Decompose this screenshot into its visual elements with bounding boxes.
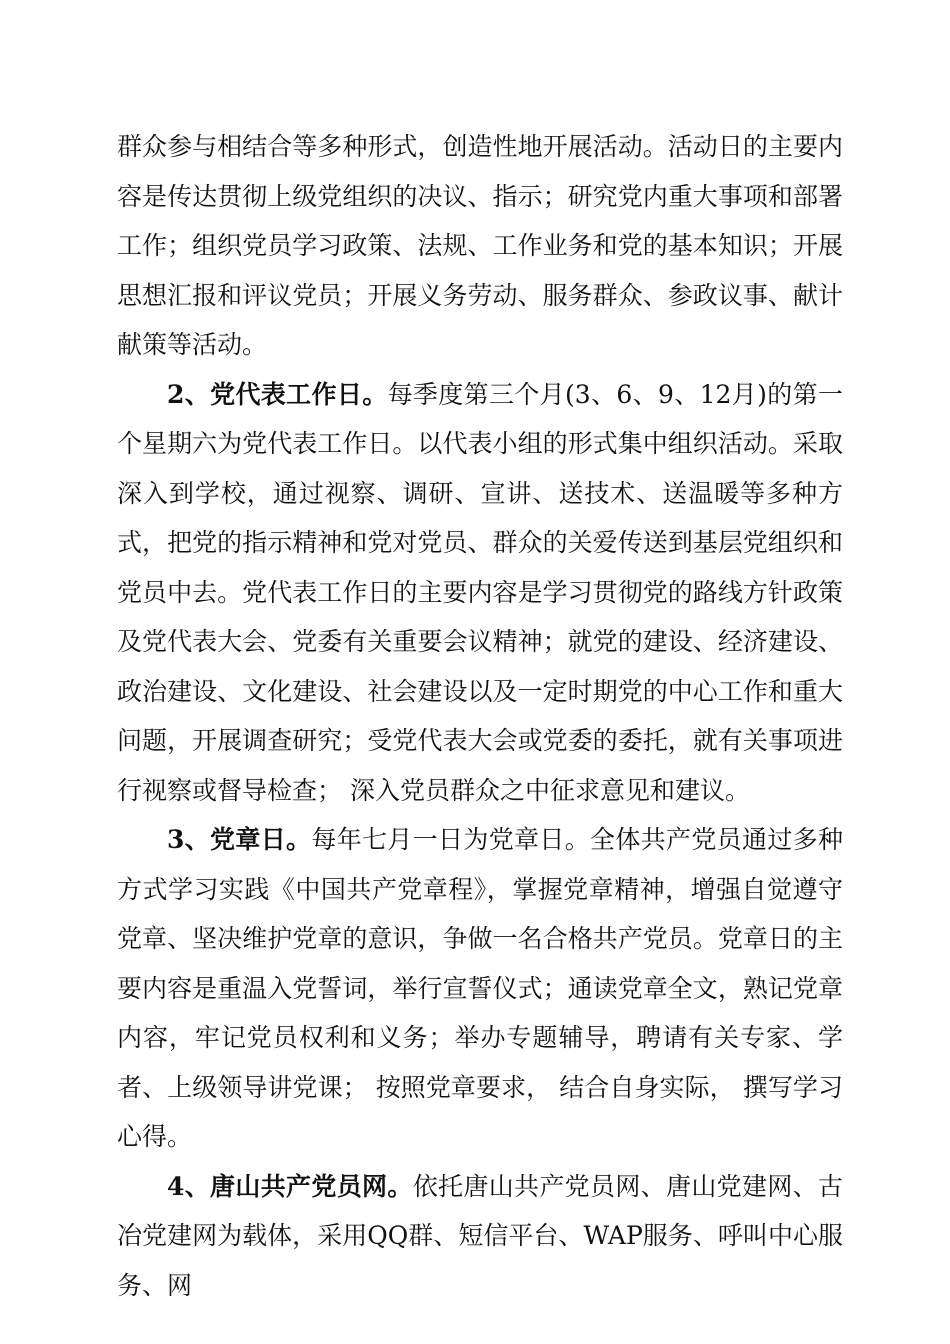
- document-body: [117, 122, 843, 1310]
- paragraph-text: 每年七月一日为党章日。全体共产党员通过多种方式学习实践《中国共产党章程》，掌握党章精神，增强自觉遵守党章、坚决维护党章的意识，争做一名合格共产党员。党章日的主要内容是重温入党誓词，举行宣誓仪式；通读党章全文，熟记党章内容，牢记党员权利和义务；举办专题辅导，聘请有关专家、学者、上级领导讲党课； 按照党章要求， 结合自身实际， 撰写学习心得。: [117, 825, 843, 1151]
- paragraph-text: 群众参与相结合等多种形式，创造性地开展活动。活动日的主要内容是传达贯彻上级党组织的决议、指示；研究党内重大事项和部署工作；组织党员学习政策、法规、工作业务和党的基本知识；开展思想汇报和评议党员；开展义务劳动、服务群众、参政议事、献计献策等活动。: [117, 132, 843, 359]
- paragraph-heading: 3、党章日。: [167, 825, 312, 854]
- paragraph-continuation: [117, 122, 843, 370]
- paragraph-text: 每季度第三个月(3、6、9、12月)的第一个星期六为党代表工作日。以代表小组的形式集中组织活动。采取深入到学校，通过视察、调研、宣讲、送技术、送温暖等多种方式，把党的指示精神和党对党员、群众的关爱传送到基层党组织和党员中去。党代表工作日的主要内容是学习贯彻党的路线方针政策及党代表大会、党委有关重要会议精神；就党的建设、经济建设、政治建设、文化建设、社会建设以及一定时期党的中心工作和重大问题，开展调查研究；受党代表大会或党委的委托，就有关事项进行视察或督导检查； 深入党员群众之中征求意见和建议。: [117, 379, 843, 805]
- paragraph-text: 依托唐山共产党员网、唐山党建网、古冶党建网为载体，采用QQ群、短信平台、WAP服务、呼叫中心服务、网: [117, 1171, 843, 1300]
- paragraph-party-representative-day: [117, 370, 843, 816]
- paragraph-tangshan-party-member-website: [117, 1162, 843, 1311]
- paragraph-heading: 2、党代表工作日。: [167, 379, 388, 409]
- paragraph-party-constitution-day: [117, 815, 843, 1162]
- paragraph-heading: 4、唐山共产党员网。: [167, 1171, 413, 1201]
